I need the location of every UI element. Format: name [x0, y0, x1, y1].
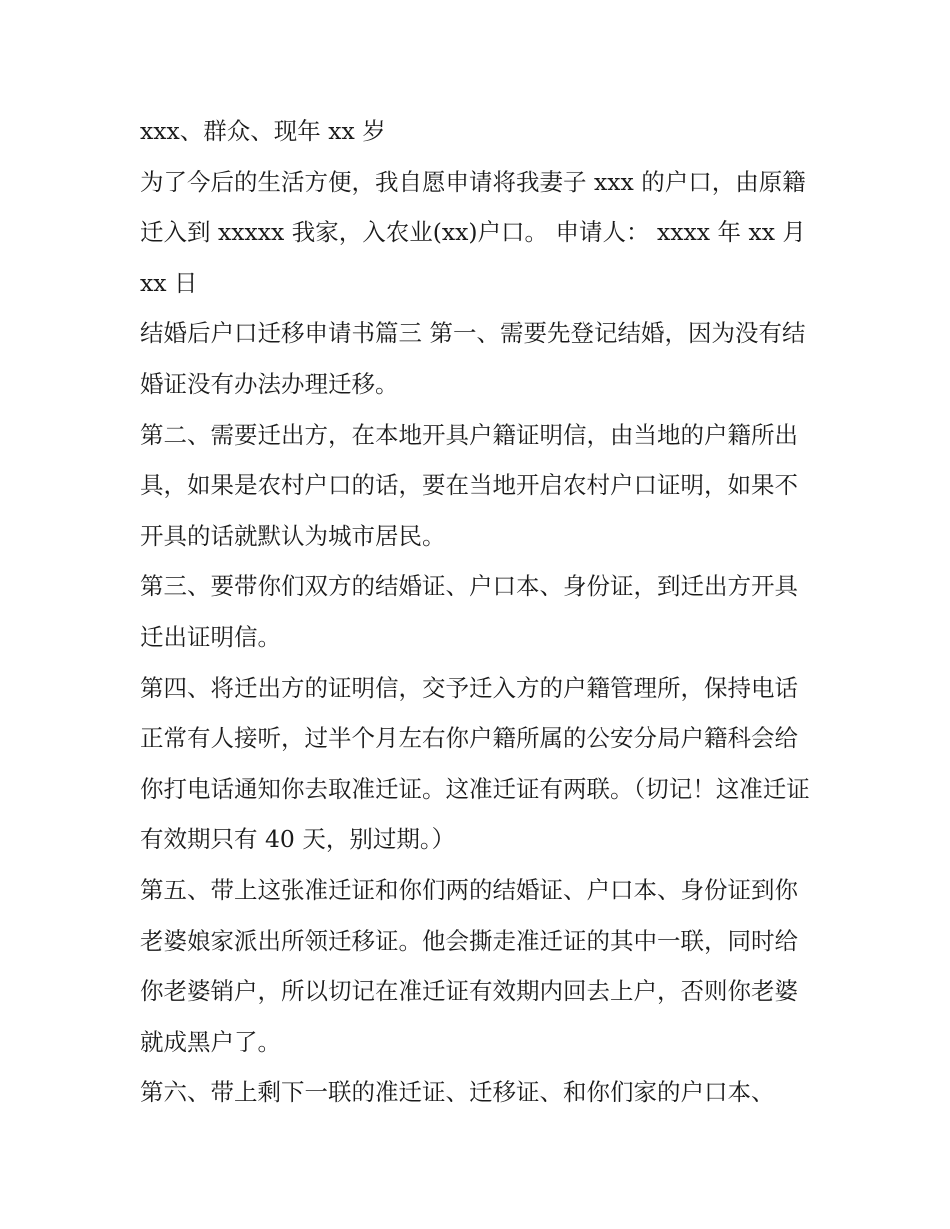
paragraph-step-three: 第三、要带你们双方的结婚证、户口本、身份证，到迁出方开具迁出证明信。: [140, 572, 798, 651]
paragraph-step-four: 第四、将迁出方的证明信，交予迁入方的户籍管理所，保持电话正常有人接听，过半个月左右你户籍所属的公安分局户籍科会给你打电话通知你去取准迁证。这准迁证有两联。（切记！这准迁证有效期只有 40 天，别过期。）: [140, 673, 810, 854]
paragraph-step-five: 第五、带上这张准迁证和你们两的结婚证、户口本、身份证到你老婆娘家派出所领迁移证。他会撕走准迁证的其中一联，同时给你老婆销户，所以切记在准迁证有效期内回去上户，否则你老婆就成黑户了。: [140, 875, 798, 1056]
document-body: [140, 106, 820, 1118]
paragraph-application-statement: 为了今后的生活方便，我自愿申请将我妻子 xxx 的户口，由原籍迁入到 xxxxx 我家，入农业(xx)户口。 申请人： xxxx 年 xx 月 xx 日: [140, 167, 806, 297]
paragraph-step-two: 第二、需要迁出方，在本地开具户籍证明信，由当地的户籍所出具，如果是农村户口的话，要在当地开启农村户口证明，如果不开具的话就默认为城市居民。: [140, 420, 798, 550]
paragraph-applicant-info: xxx、群众、现年 xx 岁: [140, 117, 386, 145]
paragraph-step-one: 结婚后户口迁移申请书篇三 第一、需要先登记结婚，因为没有结婚证没有办法办理迁移。: [140, 319, 806, 398]
paragraph-step-six: 第六、带上剩下一联的准迁证、迁移证、和你们家的户口本、: [140, 1078, 775, 1107]
